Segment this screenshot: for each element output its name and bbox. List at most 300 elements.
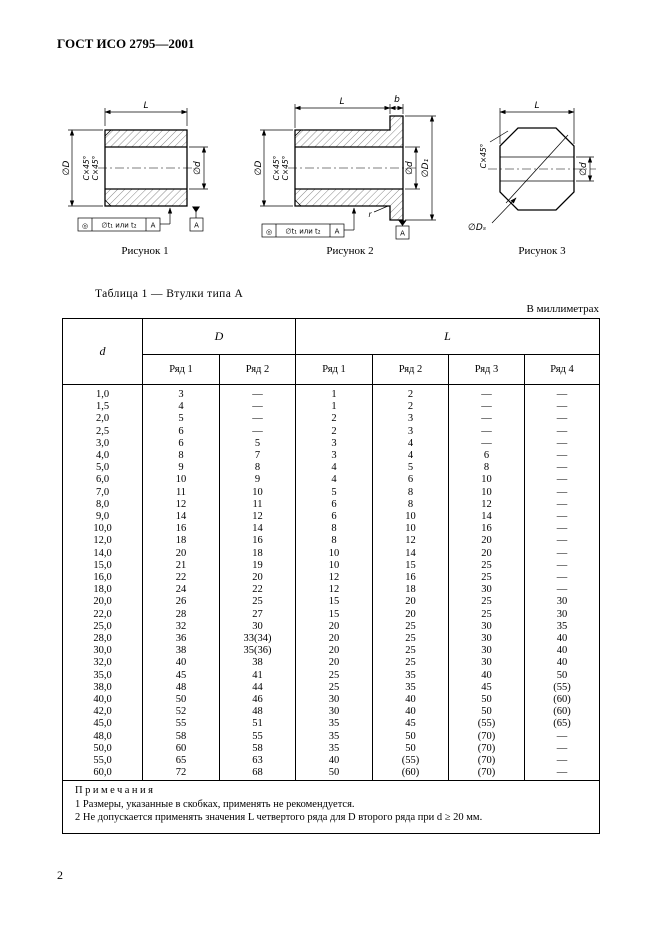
- figure-1: [60, 84, 230, 257]
- col-subheader-ryad2-L: Ряд 2: [373, 355, 449, 385]
- cell-d: 55,0: [63, 755, 143, 767]
- cell-value: 6: [373, 474, 449, 486]
- chamfer-label: C×45°: [479, 143, 488, 169]
- cell-value: 1: [296, 401, 373, 413]
- cell-value: 40: [525, 657, 600, 669]
- cell-value: 50: [449, 706, 525, 718]
- cell-value: 38: [143, 645, 220, 657]
- cell-value: (70): [449, 755, 525, 767]
- cell-d: 28,0: [63, 633, 143, 645]
- table-row: [63, 706, 600, 718]
- cell-value: 48: [143, 682, 220, 694]
- cell-d: 25,0: [63, 621, 143, 633]
- cell-value: 25: [373, 621, 449, 633]
- table-row: [63, 609, 600, 621]
- cell-value: 11: [220, 499, 296, 511]
- cell-value: 58: [143, 731, 220, 743]
- chamfer-labels: [272, 155, 290, 180]
- tolerance-symbol: ◎: [81, 222, 89, 230]
- cell-d: 32,0: [63, 657, 143, 669]
- cell-value: 12: [373, 535, 449, 547]
- cell-value: 30: [525, 609, 600, 621]
- cell-value: —: [525, 731, 600, 743]
- cell-value: 25: [373, 657, 449, 669]
- cell-value: —: [525, 385, 600, 402]
- table-row: [63, 499, 600, 511]
- fillet-label: [368, 206, 388, 219]
- cell-value: 12: [296, 572, 373, 584]
- cell-value: 41: [220, 670, 296, 682]
- table-row: [63, 767, 600, 780]
- cell-value: 14: [143, 511, 220, 523]
- chamfer-labels: [82, 155, 100, 180]
- flanged-bushing-section: [288, 116, 416, 220]
- table-row: [63, 755, 600, 767]
- cell-value: 20: [449, 535, 525, 547]
- table-row: [63, 474, 600, 486]
- dim-label-r: r: [368, 210, 372, 219]
- document-title: ГОСТ ИСО 2795—2001: [57, 36, 195, 51]
- cell-d: 40,0: [63, 694, 143, 706]
- figure-3: [462, 84, 622, 257]
- tolerance-symbol: ◎: [265, 228, 273, 236]
- cell-value: 27: [220, 609, 296, 621]
- table-row: [63, 450, 600, 462]
- cell-value: 10: [143, 474, 220, 486]
- cell-value: 26: [143, 596, 220, 608]
- cell-value: —: [449, 401, 525, 413]
- cell-d: 2,0: [63, 413, 143, 425]
- cell-value: 20: [296, 621, 373, 633]
- cell-value: 24: [143, 584, 220, 596]
- cell-value: 20: [296, 657, 373, 669]
- dim-L: [500, 101, 574, 144]
- cell-value: 6: [143, 438, 220, 450]
- table-row: [63, 535, 600, 547]
- table-row: [63, 584, 600, 596]
- table-body: [63, 385, 600, 781]
- cell-value: 30: [220, 621, 296, 633]
- cell-value: 10: [220, 487, 296, 499]
- tolerance-frame: [78, 208, 170, 231]
- cell-d: 42,0: [63, 706, 143, 718]
- cell-value: —: [525, 474, 600, 486]
- dim-label-d: ∅d: [193, 161, 203, 175]
- cell-value: 50: [373, 731, 449, 743]
- dim-label-d: ∅d: [579, 162, 589, 176]
- cell-value: 8: [373, 499, 449, 511]
- cell-value: 10: [296, 548, 373, 560]
- dim-label-D1: ∅D₁: [421, 158, 431, 178]
- cell-value: 22: [220, 584, 296, 596]
- table-row: [63, 670, 600, 682]
- cell-value: 25: [449, 572, 525, 584]
- cell-d: 22,0: [63, 609, 143, 621]
- cell-value: 20: [296, 633, 373, 645]
- cell-value: 8: [296, 535, 373, 547]
- units-label: В миллиметрах: [526, 303, 599, 315]
- tolerance-datum: A: [334, 227, 340, 236]
- cell-d: 10,0: [63, 523, 143, 535]
- cell-value: 25: [449, 596, 525, 608]
- cell-value: 25: [220, 596, 296, 608]
- cell-value: 30: [449, 633, 525, 645]
- table-row: [63, 645, 600, 657]
- cell-d: 48,0: [63, 731, 143, 743]
- cell-value: 3: [373, 413, 449, 425]
- cell-d: 16,0: [63, 572, 143, 584]
- note-item-2: 2 Не допускается применять значения L четвертого ряда для D второго ряда при d ≥ 20 мм.: [75, 811, 483, 823]
- figure-2-drawing: [250, 84, 450, 242]
- cell-value: —: [525, 767, 600, 780]
- cell-value: —: [449, 438, 525, 450]
- cell-value: (55): [373, 755, 449, 767]
- cell-value: 40: [525, 645, 600, 657]
- cell-d: 35,0: [63, 670, 143, 682]
- cell-d: 14,0: [63, 548, 143, 560]
- col-header-D: D: [143, 319, 296, 355]
- cell-d: 20,0: [63, 596, 143, 608]
- cell-value: 20: [449, 548, 525, 560]
- cell-value: 14: [449, 511, 525, 523]
- cell-value: 36: [143, 633, 220, 645]
- cell-value: 4: [373, 438, 449, 450]
- cell-value: 40: [449, 670, 525, 682]
- cell-value: 35: [296, 731, 373, 743]
- dim-L: [105, 101, 187, 126]
- dim-label-b: b: [394, 95, 400, 105]
- table-row: [63, 621, 600, 633]
- table-row: [63, 718, 600, 730]
- cell-value: —: [525, 438, 600, 450]
- col-subheader-ryad2-D: Ряд 2: [220, 355, 296, 385]
- cell-value: 25: [449, 560, 525, 572]
- cell-d: 15,0: [63, 560, 143, 572]
- cell-value: 5: [296, 487, 373, 499]
- cell-value: 48: [220, 706, 296, 718]
- note-item-1: 1 Размеры, указанные в скобках, применять не рекомендуется.: [75, 798, 355, 810]
- datum-letter: A: [400, 229, 405, 238]
- dimension-table: [62, 318, 600, 834]
- table-row: [63, 633, 600, 645]
- cell-value: 10: [373, 511, 449, 523]
- cell-value: 35: [373, 682, 449, 694]
- cell-value: 6: [143, 426, 220, 438]
- chamfer-label-group: [479, 131, 508, 168]
- cell-value: 19: [220, 560, 296, 572]
- cell-value: 40: [525, 633, 600, 645]
- cell-value: —: [525, 462, 600, 474]
- cell-value: 7: [220, 450, 296, 462]
- cell-value: 4: [296, 474, 373, 486]
- dim-label-L: L: [534, 101, 540, 111]
- cell-value: —: [525, 584, 600, 596]
- cell-value: 12: [296, 584, 373, 596]
- cell-value: 28: [143, 609, 220, 621]
- cell-value: 50: [525, 670, 600, 682]
- cell-value: 2: [296, 426, 373, 438]
- table-row: [63, 385, 600, 402]
- cell-value: 40: [143, 657, 220, 669]
- cell-value: 8: [449, 462, 525, 474]
- header-ryad-row: [63, 355, 600, 385]
- cell-value: —: [220, 401, 296, 413]
- cell-d: 9,0: [63, 511, 143, 523]
- cell-value: —: [525, 499, 600, 511]
- cell-d: 38,0: [63, 682, 143, 694]
- table-row: [63, 596, 600, 608]
- cell-value: 10: [449, 474, 525, 486]
- table-row: [63, 413, 600, 425]
- cell-value: (70): [449, 767, 525, 780]
- cell-value: 4: [296, 462, 373, 474]
- cell-d: 30,0: [63, 645, 143, 657]
- table-row: [63, 682, 600, 694]
- figure-2-caption: Рисунок 2: [326, 245, 374, 257]
- cell-value: —: [220, 426, 296, 438]
- cell-value: —: [525, 401, 600, 413]
- tolerance-value: ∅t₁ или t₂: [101, 221, 137, 230]
- cell-value: 8: [373, 487, 449, 499]
- cell-value: 30: [449, 657, 525, 669]
- cell-value: 35: [525, 621, 600, 633]
- cell-value: 2: [373, 401, 449, 413]
- header-span-row: [63, 319, 600, 355]
- cell-value: 60: [143, 743, 220, 755]
- cell-value: 16: [373, 572, 449, 584]
- cell-value: 14: [373, 548, 449, 560]
- cell-value: —: [525, 743, 600, 755]
- cell-value: (70): [449, 743, 525, 755]
- cell-value: 25: [373, 633, 449, 645]
- table-row: [63, 548, 600, 560]
- cell-value: 5: [143, 413, 220, 425]
- cell-value: 6: [296, 499, 373, 511]
- cell-value: 1: [296, 385, 373, 402]
- cell-value: (60): [525, 694, 600, 706]
- figure-2: [250, 84, 450, 257]
- cell-value: (60): [525, 706, 600, 718]
- cell-value: 38: [220, 657, 296, 669]
- cell-value: 32: [143, 621, 220, 633]
- cell-value: 20: [373, 596, 449, 608]
- cell-value: 44: [220, 682, 296, 694]
- table-row: [63, 462, 600, 474]
- table-row: [63, 438, 600, 450]
- cell-value: 45: [143, 670, 220, 682]
- cell-value: 16: [143, 523, 220, 535]
- cell-value: —: [525, 450, 600, 462]
- cell-value: 12: [449, 499, 525, 511]
- col-subheader-ryad1-L: Ряд 1: [296, 355, 373, 385]
- cell-value: —: [525, 426, 600, 438]
- notes-row: [63, 780, 600, 833]
- dim-d: [405, 147, 420, 189]
- dim-label-D: ∅D: [62, 160, 72, 176]
- cell-value: 25: [296, 670, 373, 682]
- chamfer-label: C×45°: [91, 155, 100, 181]
- cell-value: —: [525, 560, 600, 572]
- chamfer-label: C×45°: [82, 155, 91, 181]
- cell-d: 12,0: [63, 535, 143, 547]
- cell-value: (60): [373, 767, 449, 780]
- cell-value: 33(34): [220, 633, 296, 645]
- dim-b: [390, 95, 403, 114]
- cell-value: —: [220, 413, 296, 425]
- figure-1-drawing: [60, 84, 230, 242]
- table-row: [63, 523, 600, 535]
- tolerance-datum: A: [150, 221, 156, 230]
- cell-d: 50,0: [63, 743, 143, 755]
- table-row: [63, 743, 600, 755]
- cell-d: 6,0: [63, 474, 143, 486]
- dim-label-L: L: [339, 97, 345, 107]
- cell-value: 35: [296, 743, 373, 755]
- figure-1-caption: Рисунок 1: [121, 245, 169, 257]
- cell-value: 3: [296, 450, 373, 462]
- cell-value: 18: [220, 548, 296, 560]
- cell-value: 15: [373, 560, 449, 572]
- figure-3-caption: Рисунок 3: [518, 245, 566, 257]
- cell-value: 50: [373, 743, 449, 755]
- cell-value: 2: [373, 385, 449, 402]
- cell-d: 8,0: [63, 499, 143, 511]
- cell-value: 46: [220, 694, 296, 706]
- col-subheader-ryad3-L: Ряд 3: [449, 355, 525, 385]
- table-row: [63, 572, 600, 584]
- cell-value: —: [525, 523, 600, 535]
- cell-value: 50: [296, 767, 373, 780]
- cell-value: 35: [296, 718, 373, 730]
- table-row: [63, 426, 600, 438]
- cell-value: 50: [143, 694, 220, 706]
- cell-value: (55): [449, 718, 525, 730]
- cell-value: 10: [373, 523, 449, 535]
- cell-value: 72: [143, 767, 220, 780]
- table-section: [62, 288, 599, 834]
- col-subheader-ryad1-D: Ряд 1: [143, 355, 220, 385]
- cell-value: —: [449, 413, 525, 425]
- cell-value: 25: [449, 609, 525, 621]
- cell-value: 55: [220, 731, 296, 743]
- cell-value: 9: [220, 474, 296, 486]
- cell-value: 45: [449, 682, 525, 694]
- cell-value: 9: [143, 462, 220, 474]
- dim-label-Ds: ∅Dₛ: [468, 223, 487, 233]
- sphere-dia-label: [468, 198, 516, 233]
- cell-value: 21: [143, 560, 220, 572]
- cell-value: 3: [143, 385, 220, 402]
- cell-value: (65): [525, 718, 600, 730]
- cell-value: 8: [143, 450, 220, 462]
- datum-flag: [396, 221, 409, 240]
- cell-value: —: [525, 535, 600, 547]
- dim-L: [295, 97, 390, 128]
- cell-value: 6: [449, 450, 525, 462]
- page-number: 2: [57, 868, 63, 882]
- table-row: [63, 731, 600, 743]
- cell-value: 20: [296, 645, 373, 657]
- cell-value: —: [525, 487, 600, 499]
- cell-value: —: [525, 755, 600, 767]
- cell-value: 4: [143, 401, 220, 413]
- cell-value: —: [525, 511, 600, 523]
- cell-value: 45: [373, 718, 449, 730]
- col-header-d: d: [63, 319, 143, 385]
- cell-d: 1,5: [63, 401, 143, 413]
- table-row: [63, 401, 600, 413]
- cell-value: 58: [220, 743, 296, 755]
- cell-value: —: [525, 548, 600, 560]
- table-row: [63, 694, 600, 706]
- cell-value: 30: [449, 621, 525, 633]
- cell-value: (70): [449, 731, 525, 743]
- table-row: [63, 560, 600, 572]
- cell-value: 12: [143, 499, 220, 511]
- cell-value: 35: [373, 670, 449, 682]
- tolerance-value: ∅t₁ или t₂: [285, 227, 321, 236]
- cell-value: —: [220, 385, 296, 402]
- table-title: Таблица 1 — Втулки типа А: [95, 288, 244, 300]
- dim-label-L: L: [143, 101, 149, 111]
- table-row: [63, 657, 600, 669]
- cell-d: 1,0: [63, 385, 143, 402]
- cell-value: 51: [220, 718, 296, 730]
- cell-value: 6: [296, 511, 373, 523]
- cell-value: 12: [220, 511, 296, 523]
- cell-d: 60,0: [63, 767, 143, 780]
- cell-value: —: [525, 413, 600, 425]
- cell-value: 40: [296, 755, 373, 767]
- cell-d: 4,0: [63, 450, 143, 462]
- cell-value: 30: [525, 596, 600, 608]
- col-header-L: L: [296, 319, 600, 355]
- table-row: [63, 487, 600, 499]
- cell-value: 20: [373, 609, 449, 621]
- cell-value: 63: [220, 755, 296, 767]
- cell-value: 8: [220, 462, 296, 474]
- cell-value: (55): [525, 682, 600, 694]
- cell-d: 2,5: [63, 426, 143, 438]
- cell-d: 7,0: [63, 487, 143, 499]
- cell-value: —: [449, 426, 525, 438]
- tolerance-frame: [262, 208, 354, 237]
- cell-value: 35(36): [220, 645, 296, 657]
- cell-value: 11: [143, 487, 220, 499]
- dim-label-d: ∅d: [405, 161, 415, 175]
- cell-value: 50: [449, 694, 525, 706]
- cell-value: 10: [296, 560, 373, 572]
- notes-heading: Примечания: [75, 784, 156, 796]
- datum-letter: A: [194, 221, 199, 230]
- cell-d: 45,0: [63, 718, 143, 730]
- cell-value: 65: [143, 755, 220, 767]
- cell-value: 40: [373, 706, 449, 718]
- cell-value: 14: [220, 523, 296, 535]
- cell-value: —: [449, 385, 525, 402]
- cell-value: 5: [220, 438, 296, 450]
- table-row: [63, 511, 600, 523]
- cell-value: 52: [143, 706, 220, 718]
- chamfer-label: C×45°: [272, 155, 281, 181]
- cell-value: 30: [296, 694, 373, 706]
- cell-value: 3: [373, 426, 449, 438]
- cell-value: 8: [296, 523, 373, 535]
- cell-value: 20: [143, 548, 220, 560]
- cell-value: 22: [143, 572, 220, 584]
- cell-value: —: [525, 572, 600, 584]
- cell-value: 68: [220, 767, 296, 780]
